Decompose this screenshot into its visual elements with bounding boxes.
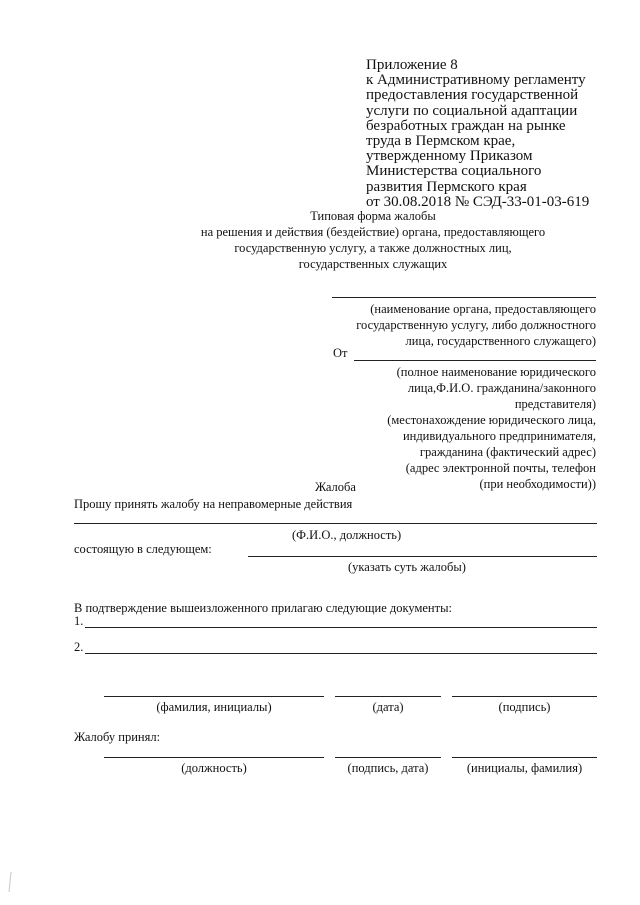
fio-line[interactable] xyxy=(74,523,597,524)
documents-label: В подтверждение вышеизложенного прилагаю следующие документы: xyxy=(74,601,452,615)
from-line[interactable] xyxy=(354,360,596,361)
from-caption: (адрес электронной почты, телефон xyxy=(405,461,596,475)
form-subtitle-line: государственных служащих xyxy=(298,257,448,271)
document-item-line[interactable] xyxy=(85,653,597,654)
appendix-header xyxy=(366,58,589,210)
receiver-signature-line[interactable] xyxy=(335,757,441,758)
from-caption: (полное наименование юридического xyxy=(396,365,596,379)
appendix-line: услуги по социальной адаптации xyxy=(366,102,578,119)
appendix-line: Министерства социального xyxy=(366,163,542,180)
addressee-caption: лица, государственного служащего) xyxy=(405,334,596,348)
addressee-caption: государственную услугу, либо должностного xyxy=(356,318,596,332)
form-subtitle-line: на решения и действия (бездействие) органа, предоставляющего xyxy=(200,225,546,239)
receiver-name-line[interactable] xyxy=(452,757,597,758)
appendix-line: труда в Пермском крае, xyxy=(366,133,516,150)
document-item-number: 1. xyxy=(74,614,84,628)
from-caption: (при необходимости)) xyxy=(479,477,596,491)
receiver-name-caption: (инициалы, фамилия) xyxy=(466,761,583,775)
appendix-line: от 30.08.2018 № СЭД-33-01-03-619 xyxy=(366,193,590,210)
complaint-heading: Жалоба xyxy=(315,480,356,494)
fio-caption: (Ф.И.О., должность) xyxy=(292,528,402,542)
applicant-date-caption: (дата) xyxy=(372,700,404,714)
receiver-position-caption: (должность) xyxy=(181,761,247,775)
from-caption: лица,Ф.И.О. гражданина/законного xyxy=(407,381,596,395)
document-item-number: 2. xyxy=(74,640,84,654)
form-subtitle-line: государственную услугу, а также должностных лиц, xyxy=(234,241,512,255)
from-label: От xyxy=(333,346,348,360)
receiver-signature-caption: (подпись, дата) xyxy=(347,761,429,775)
applicant-name-line[interactable] xyxy=(104,696,324,697)
receiver-position-line[interactable] xyxy=(104,757,324,758)
accepted-label: Жалобу принял: xyxy=(74,730,161,744)
essence-line[interactable] xyxy=(248,556,597,557)
consisting-label: состоящую в следующем: xyxy=(74,542,212,556)
from-caption: представителя) xyxy=(514,397,596,411)
addressee-line[interactable] xyxy=(332,297,596,298)
document-item-line[interactable] xyxy=(85,627,597,628)
from-caption: гражданина (фактический адрес) xyxy=(419,445,596,459)
applicant-date-line[interactable] xyxy=(335,696,441,697)
appendix-line: предоставления государственной xyxy=(366,87,579,104)
form-title: Типовая форма жалобы xyxy=(310,209,436,223)
appendix-line: утвержденному Приказом xyxy=(366,148,533,165)
scan-edge-mark xyxy=(8,872,14,892)
essence-caption: (указать суть жалобы) xyxy=(348,560,466,574)
applicant-signature-line[interactable] xyxy=(452,696,597,697)
applicant-name-caption: (фамилия, инициалы) xyxy=(156,700,272,714)
from-caption: (местонахождение юридического лица, xyxy=(387,413,596,427)
appendix-line: к Административному регламенту xyxy=(366,72,586,89)
addressee-caption: (наименование органа, предоставляющего xyxy=(370,302,596,316)
applicant-signature-caption: (подпись) xyxy=(498,700,551,714)
appendix-line: Приложение 8 xyxy=(366,57,458,73)
complaint-request: Прошу принять жалобу на неправомерные действия xyxy=(74,497,353,511)
from-caption: индивидуального предпринимателя, xyxy=(402,429,596,443)
appendix-line: развития Пермского края xyxy=(366,178,527,195)
appendix-line: безработных граждан на рынке xyxy=(366,117,566,134)
